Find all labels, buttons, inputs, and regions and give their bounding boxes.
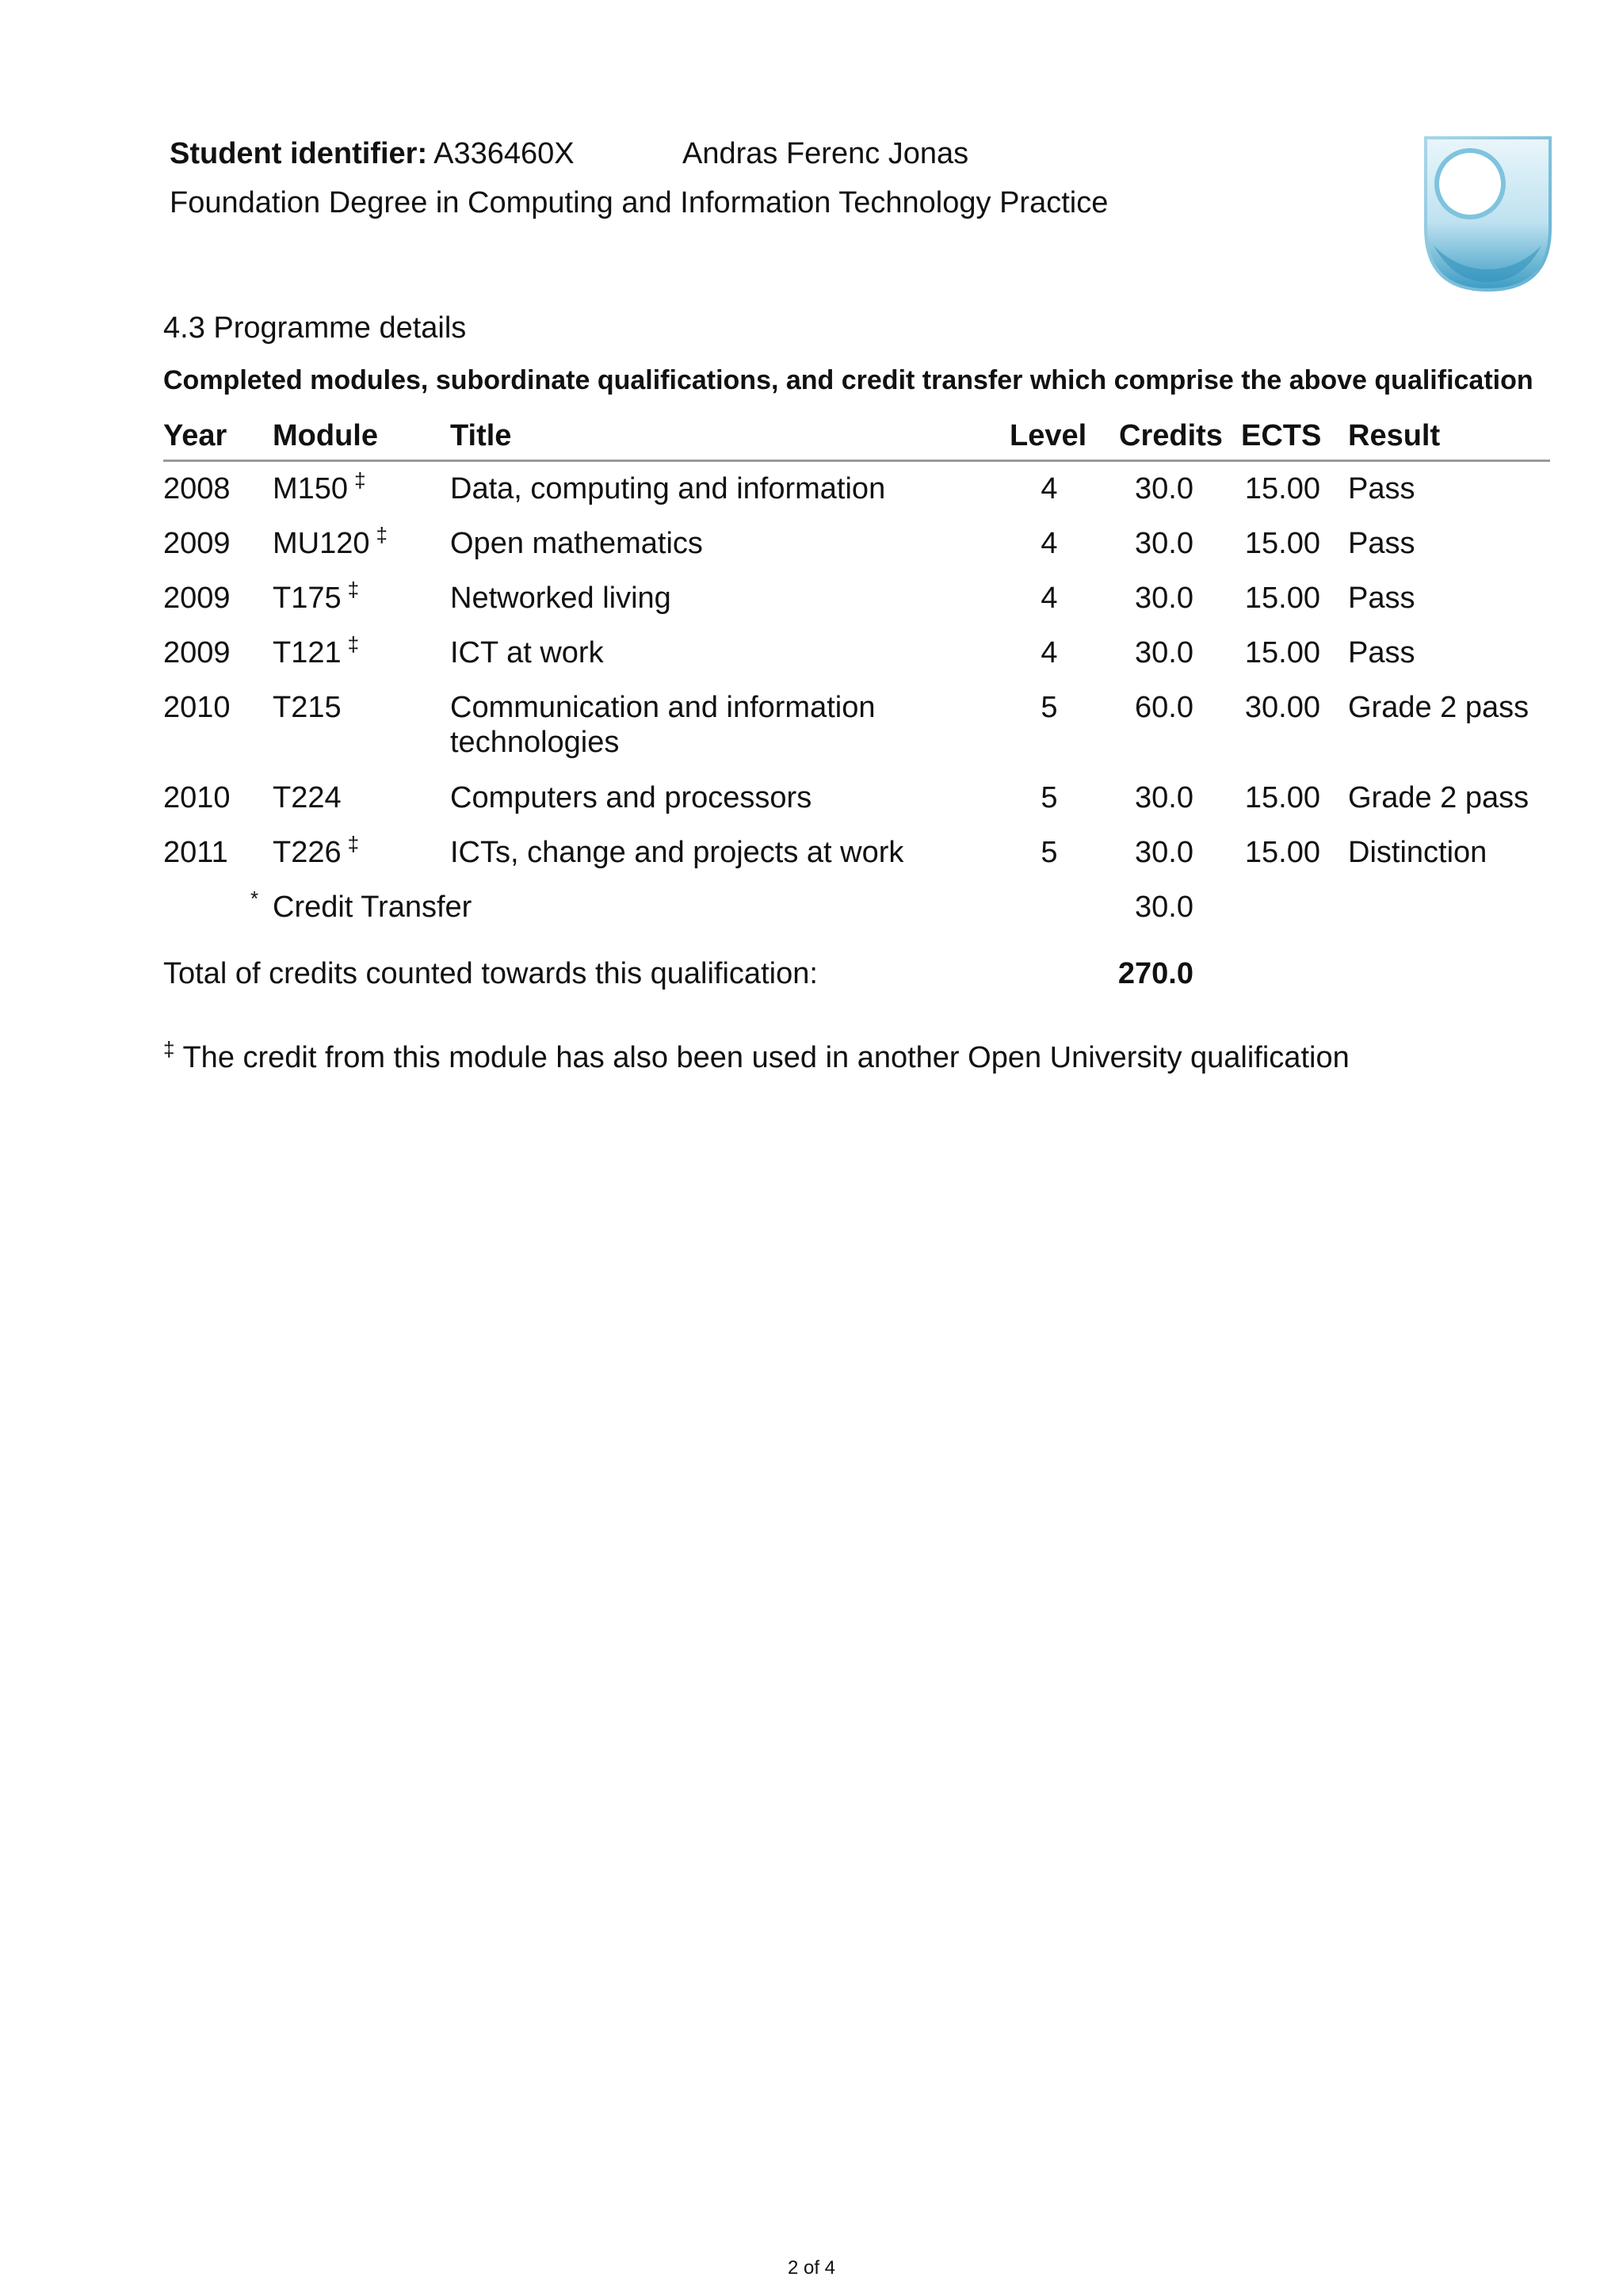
student-identifier-label: Student identifier:: [170, 137, 428, 170]
row-title: Networked living: [450, 582, 671, 615]
double-dagger-mark: ‡: [347, 578, 360, 602]
module-code: T175: [273, 582, 342, 615]
row-module: [273, 690, 342, 725]
asterisk-mark: *: [250, 887, 259, 910]
student-identifier-value: A336460X: [433, 137, 575, 170]
header-ects: ECTS: [1241, 419, 1322, 452]
row-ects: 15.00: [1244, 636, 1320, 669]
row-credits: 30.0: [1135, 836, 1193, 869]
row-year: 2009: [163, 636, 231, 669]
module-code: T121: [273, 636, 342, 669]
row-year: 2011: [163, 836, 228, 869]
student-name: Andras Ferenc Jonas: [682, 137, 969, 170]
row-module: [273, 523, 388, 561]
footnote-text: The credit from this module has also been used in another Open University qualification: [182, 1041, 1350, 1074]
row-title: Computers and processors: [450, 781, 812, 814]
row-module: [273, 780, 342, 815]
double-dagger-mark: ‡: [347, 632, 360, 657]
row-title: ICTs, change and projects at work: [450, 836, 904, 869]
row-module: [273, 832, 360, 870]
table-header: [163, 414, 1550, 462]
table-body: [163, 462, 1550, 1007]
programme-details-table: [163, 414, 1550, 1007]
row-credits: 30.0: [1135, 582, 1193, 615]
row-result: Grade 2 pass: [1348, 781, 1529, 814]
row-module: [273, 468, 366, 506]
header-credits: Credits: [1119, 419, 1223, 452]
open-university-shield-logo: [1423, 135, 1553, 293]
table-row: [163, 690, 1550, 780]
student-id-line: [170, 133, 1358, 174]
row-result: Grade 2 pass: [1348, 691, 1529, 724]
row-year: 2010: [163, 781, 231, 814]
row-title: Communication and information technologies: [450, 691, 876, 759]
row-module: [273, 632, 360, 670]
header-title: Title: [450, 419, 512, 452]
module-code: T215: [273, 691, 342, 724]
row-title: Data, computing and information: [450, 472, 886, 505]
row-ects: 15.00: [1244, 582, 1320, 615]
footnote: [163, 1038, 1350, 1077]
total-credits-label: Total of credits counted towards this qualification:: [163, 957, 818, 990]
row-credits: 30.0: [1135, 636, 1193, 669]
row-ects: 15.00: [1244, 781, 1320, 814]
qualification-name: Foundation Degree in Computing and Information Technology Practice: [170, 186, 1109, 219]
header-year: Year: [163, 419, 227, 452]
module-code: M150: [273, 472, 349, 505]
row-year: 2009: [163, 582, 231, 615]
double-dagger-mark: ‡: [347, 832, 360, 856]
row-result: Pass: [1348, 472, 1415, 505]
module-code: MU120: [273, 527, 370, 560]
row-credits: 30.0: [1135, 527, 1193, 560]
row-ects: 15.00: [1244, 527, 1320, 560]
row-ects: 15.00: [1244, 836, 1320, 869]
section-subtitle: Completed modules, subordinate qualifications, and credit transfer which comprise the above qualification: [163, 365, 1533, 395]
row-ects: 30.00: [1244, 691, 1320, 724]
row-level: 5: [1041, 691, 1058, 724]
credit-transfer-row: [163, 887, 1550, 956]
total-credits-row: [163, 956, 1550, 1007]
row-result: Distinction: [1348, 836, 1487, 869]
row-credits: 30.0: [1135, 781, 1193, 814]
table-row: [163, 832, 1550, 890]
header-result: Result: [1348, 419, 1441, 452]
row-level: 5: [1041, 836, 1058, 869]
row-title: ICT at work: [450, 636, 604, 669]
shield-icon: [1423, 135, 1553, 293]
table-row: [163, 468, 1550, 526]
module-code: T224: [273, 781, 342, 814]
double-dagger-mark: ‡: [376, 523, 388, 547]
row-level: 4: [1041, 472, 1058, 505]
header-module: Module: [273, 419, 378, 452]
row-level: 5: [1041, 781, 1058, 814]
table-row: [163, 632, 1550, 690]
row-level: 4: [1041, 582, 1058, 615]
table-row: [163, 780, 1550, 835]
module-code: T226: [273, 836, 342, 869]
row-ects: 15.00: [1244, 472, 1320, 505]
student-header: [170, 133, 1358, 223]
row-level: 4: [1041, 527, 1058, 560]
page-number: 2 of 4: [787, 2257, 836, 2279]
row-result: Pass: [1348, 636, 1415, 669]
table-row: [163, 523, 1550, 581]
double-dagger-mark: ‡: [354, 468, 366, 493]
row-credits: 60.0: [1135, 691, 1193, 724]
row-year: 2009: [163, 527, 231, 560]
row-year: 2008: [163, 472, 231, 505]
row-module: [273, 578, 360, 616]
total-credits-value: 270.0: [1117, 957, 1193, 990]
credit-transfer-credits: 30.0: [1135, 891, 1193, 924]
row-year: 2010: [163, 691, 231, 724]
section-title: 4.3 Programme details: [163, 311, 467, 345]
row-title: Open mathematics: [450, 527, 703, 560]
row-result: Pass: [1348, 527, 1415, 560]
row-result: Pass: [1348, 582, 1415, 615]
row-credits: 30.0: [1135, 472, 1193, 505]
header-level: Level: [1010, 419, 1087, 452]
table-row: [163, 578, 1550, 635]
double-dagger-mark: ‡: [163, 1037, 175, 1062]
row-level: 4: [1041, 636, 1058, 669]
credit-transfer-label: Credit Transfer: [273, 891, 472, 924]
